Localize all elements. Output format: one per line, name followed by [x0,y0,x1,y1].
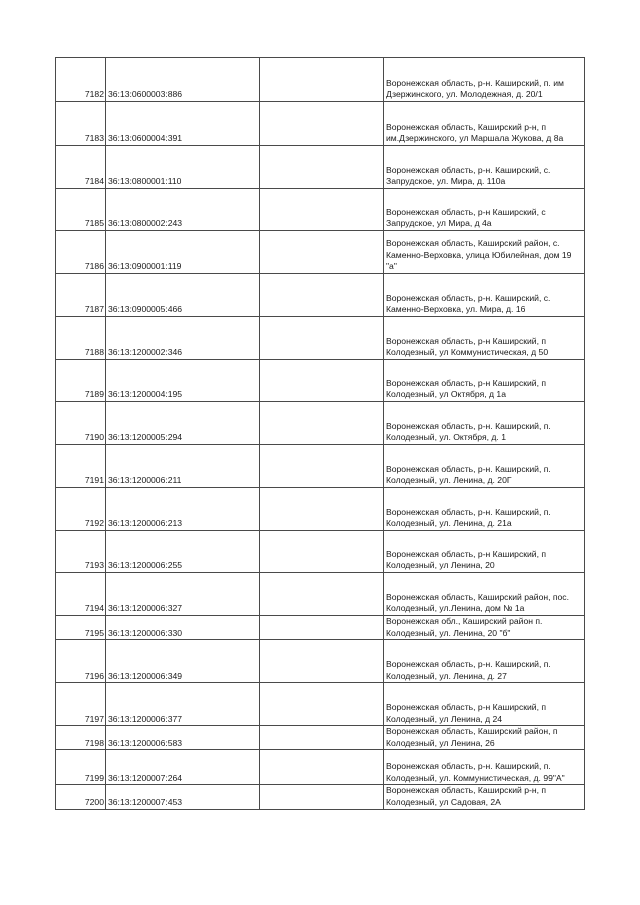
empty-cell [260,616,384,640]
table-row [56,189,585,231]
table-row [56,785,585,809]
cadastral-number: 36:13:1200002:346 [106,317,260,360]
table-row [56,640,585,683]
empty-cell [260,573,384,616]
table-row [56,488,585,531]
address-cell: Воронежская область, Каширский район, пос. Колодезный, ул.Ленина, дом № 1а [384,573,585,616]
cadastral-number: 36:13:1200005:294 [106,402,260,445]
table-row [56,146,585,189]
row-number: 7185 [56,189,106,231]
row-number: 7190 [56,402,106,445]
empty-cell [260,531,384,573]
cadastral-number: 36:13:0600004:391 [106,102,260,146]
address-cell: Воронежская область, р-н. Каширский, п. Колодезный, ул. Октября, д. 1 [384,402,585,445]
row-number: 7183 [56,102,106,146]
empty-cell [260,189,384,231]
cadastral-number: 36:13:0800002:243 [106,189,260,231]
empty-cell [260,102,384,146]
cadastral-number: 36:13:1200006:583 [106,726,260,750]
row-number: 7189 [56,360,106,402]
empty-cell [260,785,384,809]
address-cell: Воронежская область, Каширский р-н, п Колодезный, ул Садовая, 2А [384,785,585,809]
address-cell: Воронежская область, р-н. Каширский, п. им Дзержинского, ул. Молодежная, д. 20/1 [384,58,585,102]
empty-cell [260,640,384,683]
cadastral-number: 36:13:1200006:255 [106,531,260,573]
empty-cell [260,445,384,488]
empty-cell [260,488,384,531]
address-cell: Воронежская область, р-н. Каширский, п. Колодезный, ул. Ленина, д. 21а [384,488,585,531]
cadastral-number: 36:13:0600003:886 [106,58,260,102]
empty-cell [260,683,384,726]
cadastral-number: 36:13:1200006:213 [106,488,260,531]
empty-cell [260,726,384,750]
address-cell: Воронежская обл., Каширский район п. Колодезный, ул. Ленина, 20 "б" [384,616,585,640]
empty-cell [260,274,384,317]
row-number: 7200 [56,785,106,809]
row-number: 7186 [56,231,106,274]
cadastral-number: 36:13:1200007:264 [106,750,260,785]
cadastral-number: 36:13:0900001:119 [106,231,260,274]
empty-cell [260,58,384,102]
address-cell: Воронежская область, р-н. Каширский, п. Колодезный, ул. Ленина, д. 20Г [384,445,585,488]
table-row [56,317,585,360]
cadastral-number: 36:13:1200006:327 [106,573,260,616]
empty-cell [260,360,384,402]
table-body [56,58,585,810]
table-row [56,531,585,573]
row-number: 7182 [56,58,106,102]
table-row [56,360,585,402]
table-row [56,274,585,317]
address-cell: Воронежская область, р-н. Каширский, с. Запрудское, ул. Мира, д. 110а [384,146,585,189]
row-number: 7198 [56,726,106,750]
table-row [56,726,585,750]
empty-cell [260,402,384,445]
address-cell: Воронежская область, р-н Каширский, п Колодезный, ул Ленина, д 24 [384,683,585,726]
address-cell: Воронежская область, р-н. Каширский, п. Колодезный, ул. Коммунистическая, д. 99"А" [384,750,585,785]
cadastral-number: 36:13:1200006:211 [106,445,260,488]
row-number: 7197 [56,683,106,726]
table-row [56,102,585,146]
row-number: 7199 [56,750,106,785]
cadastral-number: 36:13:1200006:377 [106,683,260,726]
table-row [56,573,585,616]
table-row [56,231,585,274]
row-number: 7192 [56,488,106,531]
cadastral-number: 36:13:1200007:453 [106,785,260,809]
property-table [55,57,585,810]
cadastral-number: 36:13:0900005:466 [106,274,260,317]
table-row [56,402,585,445]
row-number: 7194 [56,573,106,616]
table-row [56,616,585,640]
address-cell: Воронежская область, р-н Каширский, п Колодезный, ул Ленина, 20 [384,531,585,573]
cadastral-number: 36:13:0800001:110 [106,146,260,189]
address-cell: Воронежская область, р-н. Каширский, с. Каменно-Верховка, ул. Мира, д. 16 [384,274,585,317]
row-number: 7184 [56,146,106,189]
row-number: 7193 [56,531,106,573]
cadastral-number: 36:13:1200006:330 [106,616,260,640]
cadastral-number: 36:13:1200006:349 [106,640,260,683]
row-number: 7195 [56,616,106,640]
row-number: 7188 [56,317,106,360]
address-cell: Воронежская область, р-н. Каширский, п. Колодезный, ул. Ленина, д. 27 [384,640,585,683]
row-number: 7191 [56,445,106,488]
address-cell: Воронежская область, Каширский район, п Колодезный, ул Ленина, 26 [384,726,585,750]
table-row [56,683,585,726]
address-cell: Воронежская область, р-н Каширский, п Колодезный, ул Коммунистическая, д 50 [384,317,585,360]
row-number: 7196 [56,640,106,683]
address-cell: Воронежская область, р-н Каширский, с Запрудское, ул Мира, д 4а [384,189,585,231]
address-cell: Воронежская область, Каширский район, с. Каменно-Верховка, улица Юбилейная, дом 19 "а" [384,231,585,274]
table-row [56,750,585,785]
row-number: 7187 [56,274,106,317]
address-cell: Воронежская область, Каширский р-н, п им.Дзержинского, ул Маршала Жукова, д 8а [384,102,585,146]
empty-cell [260,146,384,189]
empty-cell [260,231,384,274]
empty-cell [260,317,384,360]
table-row [56,445,585,488]
cadastral-number: 36:13:1200004:195 [106,360,260,402]
table-row [56,58,585,102]
address-cell: Воронежская область, р-н Каширский, п Колодезный, ул Октября, д 1а [384,360,585,402]
empty-cell [260,750,384,785]
